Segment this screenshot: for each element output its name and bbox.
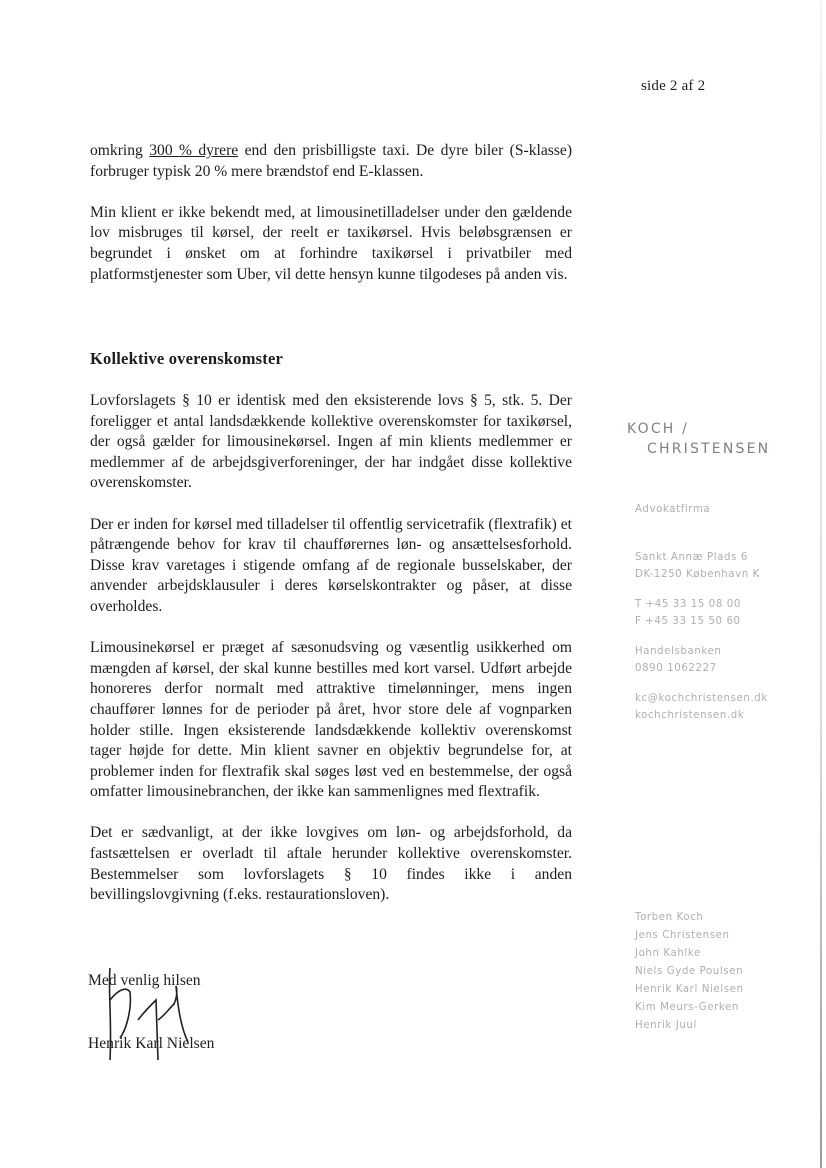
section-heading: Kollektive overenskomster <box>90 349 284 368</box>
paragraph-4: Der er inden for kørsel med tilladelser til offentlig servicetrafik (flextrafik) et påtrængende behov for krav til chaufførernes løn- og ansættelsesforhold. Disse krav varetages i stigende omfang af de regionale busselskaber, der anvender arbejdsklausuler i deres kørselskontrakter og påser, at disse overholdes. <box>90 515 572 615</box>
section-body <box>90 391 572 906</box>
logo-line-1: KOCH / <box>627 421 690 437</box>
firm-type: Advokatfirma <box>635 504 711 515</box>
website-link[interactable]: kochchristensen.dk <box>635 710 745 721</box>
paragraph-1-prefix: omkring <box>90 142 150 159</box>
partner-name: Jens Christensen <box>635 930 730 941</box>
partner-name: Torben Koch <box>635 912 704 923</box>
paragraph-5: Limousinekørsel er præget af sæsonudsving og væsentlig usikkerhed om mængden af kørsel, der skal kunne bestilles med kort varsel. Udført arbejde honoreres derfor normalt med attraktive timelønninger, mens ingen chauffører lønnes for de perioder på året, hvor store dele af vognparken holder stille. Ingen eksisterende landsdækkende kollektiv overenskomst tager højde for dette. Min klient savner en objektiv begrundelse for, at problemer inden for flextrafik skal søges løst ved en bestemmelse, der også omfatter limousinebranchen, der ikke kan sammenlignes med flextrafik. <box>90 639 572 801</box>
paragraph-1-suffix: end den prisbilligste taxi. De dyre biler (S-klasse) forbruger typisk 20 % mere brændstof end E-klassen. <box>90 142 573 180</box>
closing-salutation: Med venlig hilsen <box>88 972 201 989</box>
paragraph-3: Lovforslagets § 10 er identisk med den eksisterende lovs § 5, stk. 5. Der foreligger et antal landsdækkende kollektive overenskomster for taxikørsel, der også gælder for limousinekørsel. Ingen af min klients medlemmer er medlemmer af de arbejdsgiverforeninger, der har indgået disse kollektive overenskomster. <box>90 392 572 492</box>
scan-edge-shadow <box>820 0 822 1168</box>
paragraph-2: Min klient er ikke bekendt med, at limousinetilladelser under den gældende lov misbruges til kørsel, der reelt er taxikørsel. Hvis beløbsgrænsen er begrundet i ønsket om at forhindre taxikørsel i privatbiler med platformstjenester som Uber, vil dette hensyn kunne tilgodeses på anden vis. <box>90 203 572 283</box>
firm-logo <box>627 419 770 459</box>
email-link[interactable]: kc@kochchristensen.dk <box>635 693 768 704</box>
logo-line-2: CHRISTENSEN <box>647 441 771 457</box>
page-number: side 2 af 2 <box>641 78 706 94</box>
bank-account: 0890 1062227 <box>635 663 717 674</box>
partner-name: Niels Gyde Poulsen <box>635 966 744 977</box>
partner-name: John Kahlke <box>635 948 701 959</box>
phone-number: T +45 33 15 08 00 <box>635 599 741 610</box>
paragraph-1 <box>90 141 572 182</box>
partner-name: Kim Meurs-Gerken <box>635 1002 739 1013</box>
address-line-1: Sankt Annæ Plads 6 <box>635 552 748 563</box>
paragraph-6: Det er sædvanligt, at der ikke lovgives om løn- og arbejdsforhold, da fastsættelsen er overladt til aftale herunder kollektive overenskomster. Bestemmelser som lovforslagets § 10 findes ikke i anden bevillingslovgivning (f.eks. restaurationsloven). <box>90 824 572 904</box>
fax-number: F +45 33 15 50 60 <box>635 616 741 627</box>
handwritten-signature <box>96 960 206 1070</box>
partner-name: Henrik Karl Nielsen <box>635 984 744 995</box>
underlined-phrase: 300 % dyrere <box>149 142 239 159</box>
bank-name: Handelsbanken <box>635 646 722 657</box>
partner-name: Henrik Juul <box>635 1020 697 1031</box>
letter-body <box>90 141 573 904</box>
address-line-2: DK-1250 København K <box>635 569 760 580</box>
signer-name: Henrik Karl Nielsen <box>88 1035 215 1052</box>
